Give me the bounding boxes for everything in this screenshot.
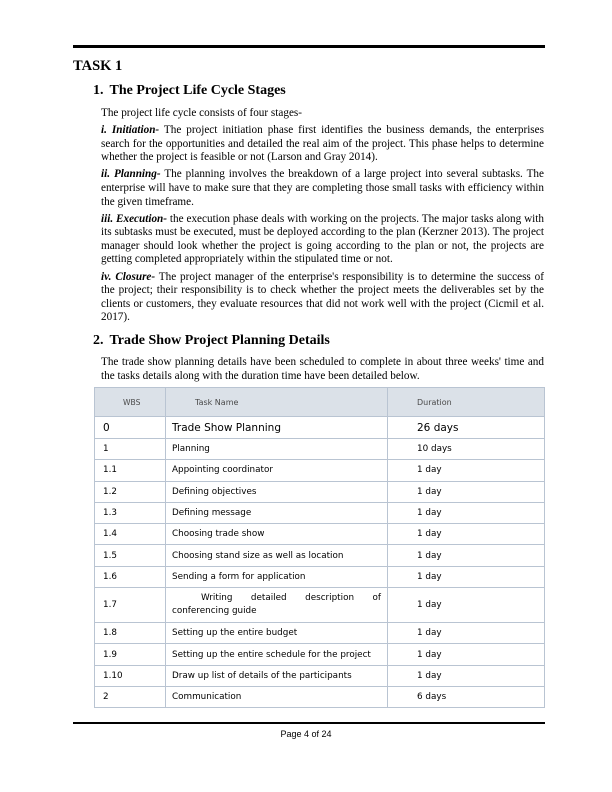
task-name-cell: Setting up the entire budget bbox=[166, 623, 388, 644]
stage-closure bbox=[101, 271, 544, 325]
task-name-cell: Planning bbox=[166, 439, 388, 460]
table-row bbox=[95, 481, 545, 502]
duration-cell: 1 day bbox=[388, 566, 545, 587]
wbs-cell: 1 bbox=[95, 439, 166, 460]
section-2-number: 2. bbox=[93, 333, 104, 348]
duration-cell: 1 day bbox=[388, 644, 545, 665]
header-rule bbox=[73, 45, 545, 48]
wbs-cell: 0 bbox=[95, 417, 166, 439]
wbs-cell: 1.4 bbox=[95, 524, 166, 545]
wbs-cell: 2 bbox=[95, 686, 166, 707]
duration-cell: 1 day bbox=[388, 502, 545, 523]
stage-term: iv. Closure- bbox=[101, 270, 156, 283]
wbs-cell: 1.7 bbox=[95, 588, 166, 623]
duration-header: Duration bbox=[388, 388, 545, 417]
task-name-cell: Communication bbox=[166, 686, 388, 707]
section-2-body bbox=[101, 356, 544, 387]
task-name-cell: Defining message bbox=[166, 502, 388, 523]
duration-cell: 1 day bbox=[388, 524, 545, 545]
table-row bbox=[95, 502, 545, 523]
wbs-cell: 1.1 bbox=[95, 460, 166, 481]
table-row bbox=[95, 460, 545, 481]
task-heading: TASK 1 bbox=[73, 58, 123, 74]
wbs-cell: 1.2 bbox=[95, 481, 166, 502]
wbs-cell: 1.3 bbox=[95, 502, 166, 523]
wbs-header: WBS bbox=[95, 388, 166, 417]
task-name-cell: Setting up the entire schedule for the project bbox=[166, 644, 388, 665]
task-name-cell: Draw up list of details of the participants bbox=[166, 665, 388, 686]
section-1-intro: The project life cycle consists of four stages- bbox=[101, 107, 302, 119]
stage-planning bbox=[101, 168, 544, 209]
table-row bbox=[95, 439, 545, 460]
task-name-cell: Trade Show Planning bbox=[166, 417, 388, 439]
page-number: Page 4 of 24 bbox=[280, 729, 332, 739]
task-name-cell: Defining objectives bbox=[166, 481, 388, 502]
duration-cell: 10 days bbox=[388, 439, 545, 460]
stage-text: The project initiation phase first identifies the business demands, the enterprises search for the opportunities and detailed the real aim of the project. This phase helps to determine whether the project is feasible or not (Larson and Gray 2014). bbox=[101, 124, 544, 164]
table-row bbox=[95, 545, 545, 566]
stage-text: the execution phase deals with working on the projects. The major tasks along with its subtasks must be executed, must be deployed according to the plan (Kerzner 2013). The project manager should look whether the project is going according to the plan or not, the projects are getting completed appropriately within the stipulated time or not. bbox=[101, 212, 544, 266]
stage-text: The project manager of the enterprise's responsibility is to determine the success of the project; their responsibility is to check whether the project meets the deliverables set by the clients or customers, they evaluate resources that did not work well with the project (Cicmil et al. 2017). bbox=[101, 270, 544, 324]
duration-cell: 1 day bbox=[388, 460, 545, 481]
duration-cell: 1 day bbox=[388, 545, 545, 566]
task-name-cell: Choosing stand size as well as location bbox=[166, 545, 388, 566]
duration-cell: 1 day bbox=[388, 588, 545, 623]
stage-execution bbox=[101, 213, 544, 267]
table-row bbox=[95, 623, 545, 644]
wbs-cell: 1.10 bbox=[95, 665, 166, 686]
task-name-cell: Writing detailed description of conferencing guide bbox=[166, 588, 388, 623]
table-header-row bbox=[95, 388, 545, 417]
task-name-header: Task Name bbox=[166, 388, 388, 417]
stage-term: ii. Planning- bbox=[101, 168, 161, 181]
task-name-cell: Choosing trade show bbox=[166, 524, 388, 545]
section-1-body bbox=[101, 107, 544, 328]
table-row bbox=[95, 588, 545, 623]
duration-cell: 1 day bbox=[388, 623, 545, 644]
stage-term: iii. Execution- bbox=[101, 212, 167, 225]
section-2-heading bbox=[93, 333, 330, 349]
wbs-cell: 1.6 bbox=[95, 566, 166, 587]
task-table bbox=[94, 387, 545, 708]
stage-initiation bbox=[101, 124, 544, 165]
table-row bbox=[95, 417, 545, 439]
duration-cell: 26 days bbox=[388, 417, 545, 439]
task-name-cell: Appointing coordinator bbox=[166, 460, 388, 481]
task-name-cell: Sending a form for application bbox=[166, 566, 388, 587]
table-row bbox=[95, 686, 545, 707]
wbs-cell: 1.8 bbox=[95, 623, 166, 644]
duration-cell: 1 day bbox=[388, 481, 545, 502]
wbs-cell: 1.9 bbox=[95, 644, 166, 665]
footer-rule bbox=[73, 722, 545, 724]
table-row bbox=[95, 665, 545, 686]
table-row bbox=[95, 566, 545, 587]
section-1-title: The Project Life Cycle Stages bbox=[109, 83, 286, 98]
stage-text: The planning involves the breakdown of a large project into several subtasks. The enterprise will have to make sure that they are completing those small tasks with efficiency within the given timeframe. bbox=[101, 168, 544, 208]
stage-term: i. Initiation- bbox=[101, 124, 160, 137]
section-2-intro: The trade show planning details have been scheduled to complete in about three weeks' time and the tasks details along with the duration time have been detailed below. bbox=[101, 356, 544, 382]
duration-cell: 1 day bbox=[388, 665, 545, 686]
section-1-heading bbox=[93, 83, 286, 99]
table-row bbox=[95, 644, 545, 665]
section-2-title: Trade Show Project Planning Details bbox=[109, 333, 330, 348]
wbs-cell: 1.5 bbox=[95, 545, 166, 566]
table-row bbox=[95, 524, 545, 545]
duration-cell: 6 days bbox=[388, 686, 545, 707]
section-1-number: 1. bbox=[93, 83, 104, 98]
